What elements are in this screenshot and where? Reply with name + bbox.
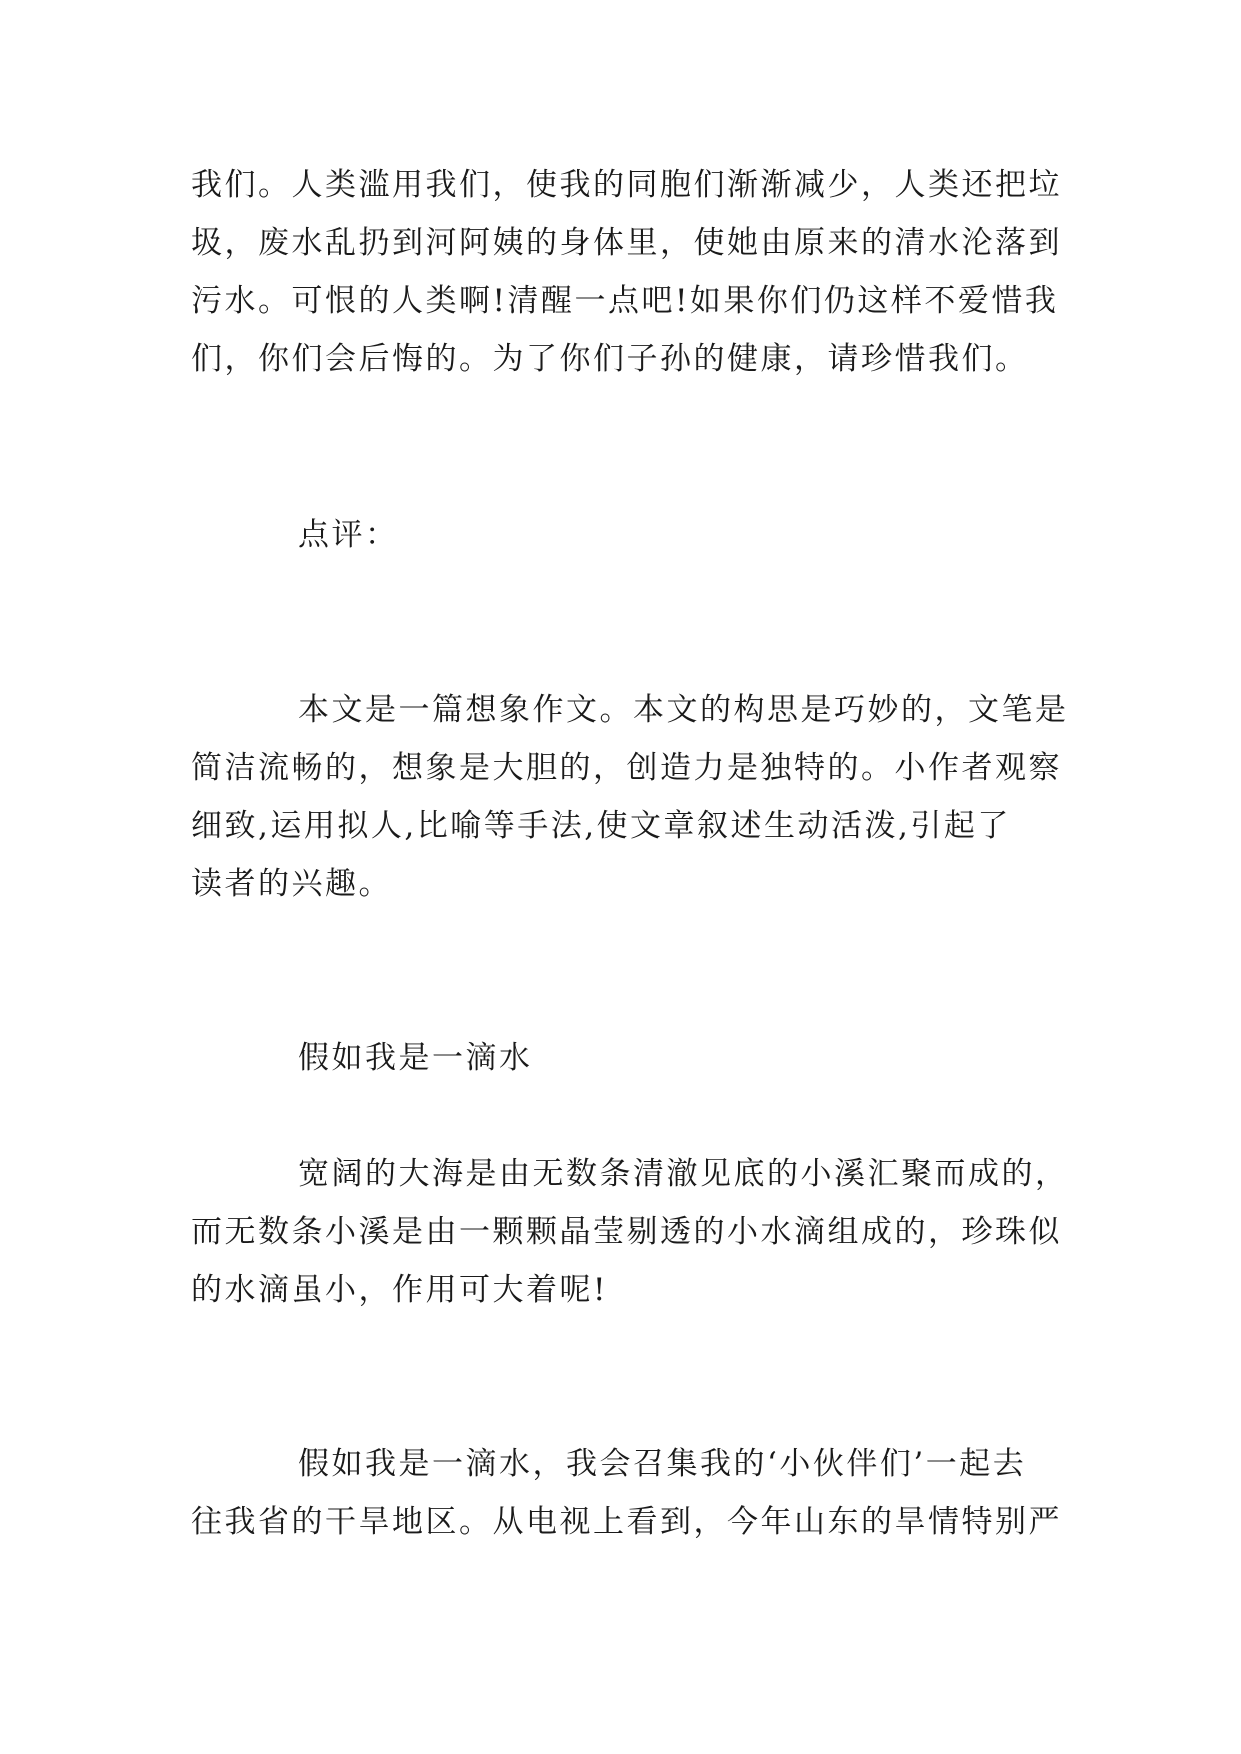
paragraph-line: 们，你们会后悔的。为了你们子孙的健康，请珍惜我们。 bbox=[191, 341, 1029, 377]
paragraph-line: 简洁流畅的，想象是大胆的，创造力是独特的。小作者观察 bbox=[191, 750, 1062, 786]
paragraph-line: 污水。可恨的人类啊!清醒一点吧!如果你们仍这样不爱惜我 bbox=[191, 283, 1059, 319]
paragraph-line: 细致,运用拟人,比喻等手法,使文章叙述生动活泼,引起了 bbox=[191, 808, 1011, 844]
essay-title: 假如我是一滴水 bbox=[298, 1040, 533, 1076]
paragraph-line: 往我省的干旱地区。从电视上看到，今年山东的旱情特别严 bbox=[191, 1504, 1062, 1540]
paragraph-line: 假如我是一滴水，我会召集我的‘小伙伴们’一起去 bbox=[298, 1446, 1027, 1482]
paragraph-line: 本文是一篇想象作文。本文的构思是巧妙的，文笔是 bbox=[298, 692, 1069, 728]
paragraph-line: 而无数条小溪是由一颗颗晶莹剔透的小水滴组成的，珍珠似 bbox=[191, 1214, 1062, 1250]
comment-heading: 点评： bbox=[298, 517, 399, 553]
paragraph-line: 我们。人类滥用我们，使我的同胞们渐渐减少，人类还把垃 bbox=[191, 167, 1062, 203]
paragraph-line: 宽阔的大海是由无数条清澈见底的小溪汇聚而成的， bbox=[298, 1156, 1069, 1192]
paragraph-line: 的水滴虽小，作用可大着呢! bbox=[191, 1272, 608, 1308]
paragraph-line: 圾，废水乱扔到河阿姨的身体里，使她由原来的清水沦落到 bbox=[191, 225, 1062, 261]
paragraph-line: 读者的兴趣。 bbox=[191, 866, 392, 902]
